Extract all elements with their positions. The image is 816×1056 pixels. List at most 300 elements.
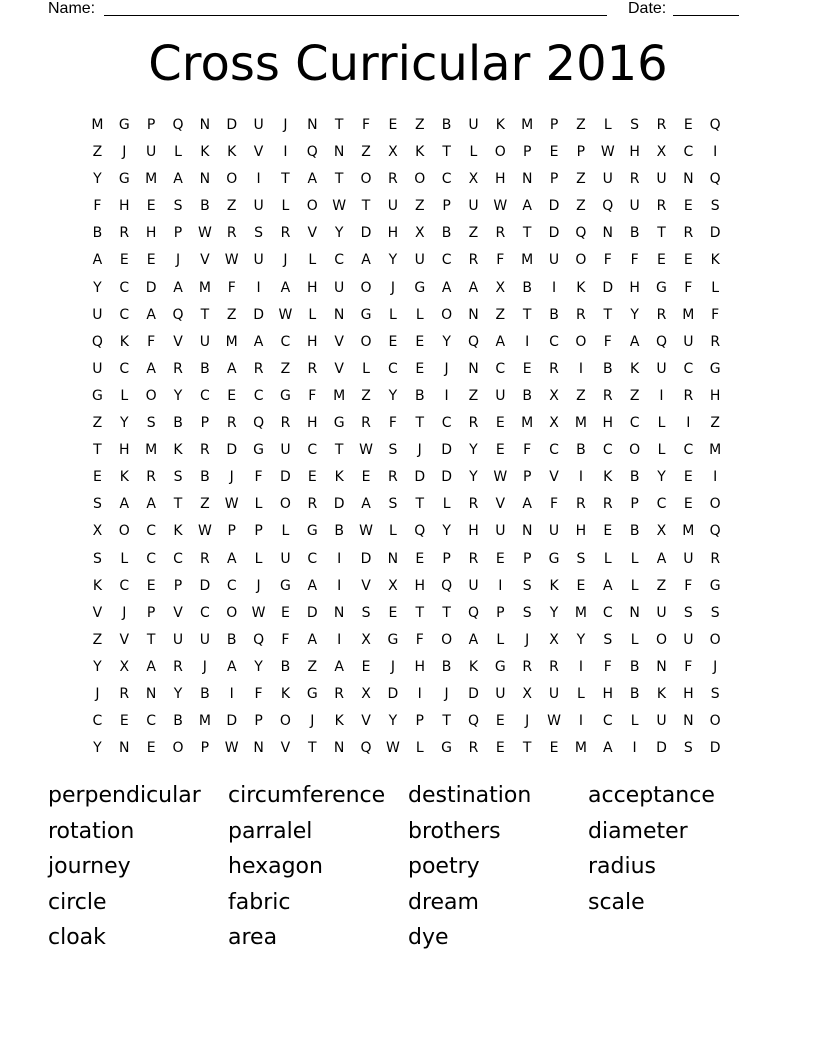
grid-letter[interactable]: Z (280, 360, 291, 377)
grid-letter[interactable]: U (683, 631, 694, 648)
grid-letter[interactable]: R (468, 496, 479, 513)
grid-letter[interactable]: O (629, 442, 641, 459)
grid-letter[interactable]: K (334, 469, 344, 486)
grid-letter[interactable]: P (200, 740, 210, 757)
grid-letter[interactable]: R (710, 333, 721, 350)
grid-letter[interactable]: G (360, 306, 372, 323)
grid-letter[interactable]: F (603, 658, 612, 675)
grid-letter[interactable]: U (495, 685, 506, 702)
grid-letter[interactable]: A (146, 306, 156, 323)
grid-letter[interactable]: B (441, 117, 452, 133)
grid-letter[interactable]: E (495, 550, 505, 567)
grid-letter[interactable]: Y (254, 658, 263, 675)
grid-letter[interactable]: V (307, 225, 318, 242)
grid-letter[interactable]: B (522, 279, 532, 296)
grid-letter[interactable]: A (522, 198, 532, 215)
grid-letter[interactable]: X (361, 685, 371, 702)
grid-letter[interactable]: K (227, 144, 237, 161)
grid-letter[interactable]: S (710, 685, 720, 702)
grid-letter[interactable]: E (683, 469, 693, 486)
grid-letter[interactable]: W (251, 604, 266, 621)
grid-letter[interactable]: W (224, 740, 239, 757)
grid-letter[interactable]: J (417, 442, 422, 459)
grid-letter[interactable]: H (119, 198, 130, 215)
grid-letter[interactable]: A (119, 496, 130, 513)
grid-letter[interactable]: X (414, 225, 425, 242)
grid-letter[interactable]: C (387, 360, 398, 377)
grid-letter[interactable]: H (575, 523, 587, 540)
grid-letter[interactable]: M (145, 442, 158, 459)
grid-letter[interactable]: R (146, 469, 157, 486)
grid-letter[interactable]: K (200, 144, 210, 161)
grid-letter[interactable]: R (576, 306, 586, 323)
grid-letter[interactable]: R (468, 550, 479, 567)
grid-letter[interactable]: E (361, 658, 371, 675)
grid-letter[interactable]: Z (361, 387, 371, 404)
grid-letter[interactable]: A (468, 279, 479, 296)
grid-letter[interactable]: F (496, 252, 505, 269)
grid-letter[interactable]: N (199, 171, 211, 188)
grid-letter[interactable]: H (307, 279, 318, 296)
grid-letter[interactable]: J (390, 658, 395, 675)
grid-letter[interactable]: R (173, 658, 183, 675)
grid-letter[interactable]: I (578, 360, 583, 377)
grid-letter[interactable]: T (93, 442, 102, 459)
grid-letter[interactable]: H (495, 171, 506, 188)
grid-letter[interactable]: O (145, 387, 157, 404)
grid-letter[interactable]: T (522, 740, 532, 757)
grid-letter[interactable]: H (629, 279, 640, 296)
grid-letter[interactable]: J (175, 252, 181, 269)
grid-letter[interactable]: Q (467, 713, 479, 730)
grid-letter[interactable]: E (415, 360, 425, 377)
grid-letter[interactable]: G (118, 117, 130, 133)
grid-letter[interactable]: O (709, 713, 721, 730)
grid-letter[interactable]: P (496, 604, 505, 621)
grid-letter[interactable]: N (521, 171, 533, 188)
grid-letter[interactable]: I (229, 685, 234, 702)
grid-letter[interactable]: O (575, 333, 587, 350)
grid-letter[interactable]: A (602, 740, 613, 757)
grid-letter[interactable]: C (549, 333, 559, 350)
grid-letter[interactable]: T (334, 117, 344, 133)
grid-letter[interactable]: B (200, 685, 210, 702)
grid-letter[interactable]: C (307, 442, 318, 459)
grid-letter[interactable]: O (360, 333, 372, 350)
grid-letter[interactable]: R (307, 496, 318, 513)
grid-letter[interactable]: K (495, 117, 505, 133)
grid-letter[interactable]: U (92, 306, 103, 323)
grid-letter[interactable]: I (686, 415, 691, 432)
grid-letter[interactable]: X (549, 631, 559, 648)
grid-letter[interactable]: L (630, 550, 639, 567)
grid-letter[interactable]: P (522, 550, 532, 567)
grid-letter[interactable]: F (227, 279, 236, 296)
grid-letter[interactable]: N (468, 306, 479, 323)
grid-letter[interactable]: X (388, 577, 398, 594)
grid-letter[interactable]: E (522, 360, 532, 377)
grid-letter[interactable]: S (146, 415, 156, 432)
grid-letter[interactable]: N (333, 604, 345, 621)
grid-letter[interactable]: E (146, 577, 156, 594)
grid-letter[interactable]: U (280, 550, 291, 567)
grid-letter[interactable]: T (361, 198, 371, 215)
grid-letter[interactable]: I (283, 144, 288, 161)
grid-letter[interactable]: Q (306, 144, 318, 161)
grid-letter[interactable]: O (709, 496, 721, 513)
grid-letter[interactable]: A (146, 360, 156, 377)
grid-letter[interactable]: X (549, 415, 559, 432)
grid-letter[interactable]: V (200, 252, 210, 269)
grid-letter[interactable]: Y (93, 658, 102, 675)
grid-letter[interactable]: M (521, 415, 534, 432)
grid-letter[interactable]: P (442, 198, 451, 215)
grid-letter[interactable]: C (199, 604, 210, 621)
grid-letter[interactable]: D (253, 306, 264, 323)
grid-letter[interactable]: J (122, 144, 127, 161)
grid-letter[interactable]: U (656, 604, 667, 621)
grid-letter[interactable]: D (387, 685, 399, 702)
grid-letter[interactable]: D (226, 442, 238, 459)
grid-letter[interactable]: B (441, 225, 452, 242)
grid-letter[interactable]: G (253, 442, 265, 459)
grid-letter[interactable]: V (280, 740, 291, 757)
grid-letter[interactable]: O (494, 144, 506, 161)
grid-letter[interactable]: B (576, 442, 586, 459)
grid-letter[interactable]: W (197, 523, 212, 540)
grid-letter[interactable]: S (92, 550, 102, 567)
grid-letter[interactable]: M (521, 252, 534, 269)
grid-letter[interactable]: C (173, 550, 183, 567)
grid-letter[interactable]: A (361, 252, 371, 269)
grid-letter[interactable]: P (200, 415, 210, 432)
grid-letter[interactable]: I (713, 469, 718, 486)
grid-letter[interactable]: U (334, 279, 345, 296)
grid-letter[interactable]: U (656, 360, 667, 377)
grid-letter[interactable]: E (388, 333, 398, 350)
grid-letter[interactable]: E (227, 387, 237, 404)
grid-letter[interactable]: L (362, 360, 370, 377)
grid-letter[interactable]: Z (468, 387, 479, 404)
grid-letter[interactable]: D (441, 442, 452, 459)
grid-letter[interactable]: U (548, 685, 560, 702)
grid-letter[interactable]: Q (172, 117, 184, 133)
grid-letter[interactable]: Z (200, 496, 210, 513)
grid-letter[interactable]: R (683, 387, 694, 404)
grid-letter[interactable]: O (172, 740, 184, 757)
grid-letter[interactable]: X (92, 523, 103, 540)
grid-letter[interactable]: R (468, 252, 479, 269)
grid-letter[interactable]: B (629, 225, 640, 242)
grid-letter[interactable]: A (226, 550, 237, 567)
grid-letter[interactable]: C (119, 577, 130, 594)
grid-letter[interactable]: E (146, 252, 156, 269)
grid-letter[interactable]: I (551, 279, 557, 296)
grid-letter[interactable]: B (629, 658, 640, 675)
name-field-line[interactable] (104, 15, 607, 16)
grid-letter[interactable]: L (254, 496, 263, 513)
grid-letter[interactable]: B (200, 360, 210, 377)
grid-letter[interactable]: H (414, 577, 425, 594)
grid-letter[interactable]: W (385, 740, 400, 757)
grid-letter[interactable]: F (603, 252, 612, 269)
grid-letter[interactable]: D (414, 469, 426, 486)
grid-letter[interactable]: T (657, 225, 666, 242)
grid-letter[interactable]: S (710, 604, 720, 621)
grid-letter[interactable]: P (254, 523, 263, 540)
grid-letter[interactable]: E (415, 550, 425, 567)
grid-letter[interactable]: A (307, 171, 318, 188)
grid-letter[interactable]: T (415, 604, 425, 621)
grid-letter[interactable]: U (468, 117, 479, 133)
grid-letter[interactable]: C (146, 523, 157, 540)
grid-letter[interactable]: T (522, 225, 532, 242)
grid-letter[interactable]: E (361, 469, 371, 486)
grid-letter[interactable]: R (119, 225, 130, 242)
grid-letter[interactable]: U (629, 198, 640, 215)
grid-letter[interactable]: J (283, 252, 288, 269)
grid-letter[interactable]: D (333, 496, 345, 513)
grid-letter[interactable]: U (172, 631, 184, 648)
grid-letter[interactable]: B (92, 225, 103, 242)
grid-letter[interactable]: U (683, 333, 694, 350)
grid-letter[interactable]: C (441, 171, 452, 188)
grid-letter[interactable]: L (630, 577, 639, 594)
grid-letter[interactable]: U (656, 713, 667, 730)
grid-letter[interactable]: H (387, 225, 399, 242)
grid-letter[interactable]: R (280, 225, 291, 242)
grid-letter[interactable]: C (441, 415, 452, 432)
grid-letter[interactable]: F (361, 117, 371, 133)
grid-letter[interactable]: E (146, 198, 156, 215)
date-field-line[interactable] (673, 15, 739, 16)
grid-letter[interactable]: B (226, 631, 237, 648)
grid-letter[interactable]: B (522, 387, 532, 404)
grid-letter[interactable]: E (388, 604, 398, 621)
grid-letter[interactable]: I (578, 658, 583, 675)
grid-letter[interactable]: W (493, 198, 508, 215)
grid-letter[interactable]: K (576, 279, 586, 296)
grid-letter[interactable]: G (306, 685, 318, 702)
grid-letter[interactable]: L (388, 306, 397, 323)
grid-letter[interactable]: N (199, 117, 211, 133)
grid-letter[interactable]: A (441, 279, 452, 296)
grid-letter[interactable]: G (92, 387, 103, 404)
grid-letter[interactable]: E (119, 713, 129, 730)
grid-letter[interactable]: S (710, 198, 720, 215)
grid-letter[interactable]: E (683, 198, 693, 215)
grid-letter[interactable]: R (361, 415, 371, 432)
grid-letter[interactable]: Y (120, 415, 129, 432)
grid-letter[interactable]: X (549, 387, 559, 404)
grid-letter[interactable]: S (361, 604, 371, 621)
grid-letter[interactable]: C (119, 279, 130, 296)
grid-letter[interactable]: D (548, 225, 560, 242)
grid-letter[interactable]: Q (709, 171, 721, 188)
grid-letter[interactable]: Q (441, 577, 453, 594)
grid-letter[interactable]: P (442, 550, 451, 567)
grid-letter[interactable]: R (656, 306, 667, 323)
grid-letter[interactable]: K (468, 658, 479, 675)
grid-letter[interactable]: R (119, 685, 130, 702)
grid-letter[interactable]: R (307, 360, 318, 377)
grid-letter[interactable]: U (468, 577, 479, 594)
grid-letter[interactable]: E (93, 469, 102, 486)
grid-letter[interactable]: S (254, 225, 264, 242)
grid-letter[interactable]: D (709, 225, 721, 242)
grid-letter[interactable]: C (602, 442, 613, 459)
grid-letter[interactable]: X (468, 171, 479, 188)
grid-letter[interactable]: S (388, 496, 398, 513)
grid-letter[interactable]: B (629, 523, 640, 540)
grid-letter[interactable]: U (199, 631, 210, 648)
grid-letter[interactable]: R (226, 225, 237, 242)
grid-letter[interactable]: R (173, 360, 183, 377)
grid-letter[interactable]: O (279, 496, 291, 513)
grid-letter[interactable]: R (334, 685, 345, 702)
grid-letter[interactable]: L (308, 252, 317, 269)
grid-letter[interactable]: N (656, 658, 667, 675)
grid-letter[interactable]: Q (414, 523, 426, 540)
grid-letter[interactable]: N (145, 685, 157, 702)
grid-letter[interactable]: S (522, 604, 532, 621)
grid-letter[interactable]: M (225, 333, 238, 350)
grid-letter[interactable]: T (442, 144, 451, 161)
grid-letter[interactable]: V (361, 713, 371, 730)
grid-letter[interactable]: J (229, 469, 234, 486)
grid-letter[interactable]: Z (414, 198, 425, 215)
grid-letter[interactable]: E (683, 117, 693, 133)
grid-letter[interactable]: J (525, 713, 530, 730)
grid-letter[interactable]: G (387, 631, 399, 648)
grid-letter[interactable]: G (280, 387, 291, 404)
grid-letter[interactable]: I (498, 577, 503, 594)
grid-letter[interactable]: M (682, 523, 695, 540)
grid-letter[interactable]: S (173, 469, 183, 486)
grid-letter[interactable]: C (441, 252, 452, 269)
grid-letter[interactable]: X (656, 144, 667, 161)
grid-letter[interactable]: S (92, 496, 102, 513)
grid-letter[interactable]: I (256, 171, 261, 188)
grid-letter[interactable]: Z (656, 577, 667, 594)
grid-letter[interactable]: B (173, 415, 183, 432)
grid-letter[interactable]: P (576, 144, 586, 161)
grid-letter[interactable]: G (709, 360, 721, 377)
grid-letter[interactable]: B (414, 387, 425, 404)
grid-letter[interactable]: D (199, 577, 211, 594)
grid-letter[interactable]: U (387, 198, 398, 215)
grid-letter[interactable]: D (145, 279, 157, 296)
grid-letter[interactable]: I (337, 577, 342, 594)
grid-letter[interactable]: D (602, 279, 614, 296)
grid-letter[interactable]: C (92, 713, 103, 730)
grid-letter[interactable]: X (495, 279, 506, 296)
grid-letter[interactable]: G (280, 577, 291, 594)
grid-letter[interactable]: P (549, 171, 559, 188)
grid-letter[interactable]: P (173, 577, 183, 594)
grid-letter[interactable]: H (683, 685, 694, 702)
grid-letter[interactable]: X (119, 658, 130, 675)
grid-letter[interactable]: Y (442, 523, 451, 540)
grid-letter[interactable]: G (709, 577, 721, 594)
grid-letter[interactable]: L (630, 713, 639, 730)
grid-letter[interactable]: H (307, 333, 318, 350)
grid-letter[interactable]: O (441, 306, 453, 323)
grid-letter[interactable]: C (602, 713, 613, 730)
grid-letter[interactable]: R (200, 442, 210, 459)
grid-letter[interactable]: J (310, 713, 315, 730)
grid-letter[interactable]: I (659, 387, 664, 404)
grid-letter[interactable]: B (549, 306, 559, 323)
grid-letter[interactable]: R (200, 550, 210, 567)
grid-letter[interactable]: J (202, 658, 207, 675)
grid-letter[interactable]: E (603, 523, 613, 540)
grid-letter[interactable]: Y (549, 604, 559, 621)
grid-letter[interactable]: F (388, 415, 397, 432)
grid-letter[interactable]: L (120, 387, 129, 404)
grid-letter[interactable]: V (253, 144, 264, 161)
grid-letter[interactable]: A (307, 631, 318, 648)
grid-letter[interactable]: Z (92, 631, 103, 648)
grid-letter[interactable]: Z (576, 117, 586, 133)
grid-letter[interactable]: C (334, 252, 345, 269)
grid-letter[interactable]: C (253, 387, 264, 404)
grid-letter[interactable]: R (656, 198, 667, 215)
grid-letter[interactable]: A (495, 333, 506, 350)
grid-letter[interactable]: E (683, 496, 693, 513)
grid-letter[interactable]: J (444, 360, 449, 377)
grid-letter[interactable]: Q (172, 306, 184, 323)
grid-letter[interactable]: Y (630, 306, 639, 323)
grid-letter[interactable]: U (414, 252, 425, 269)
grid-letter[interactable]: Z (92, 415, 103, 432)
grid-letter[interactable]: S (576, 550, 586, 567)
grid-letter[interactable]: O (360, 279, 372, 296)
grid-letter[interactable]: X (522, 685, 532, 702)
grid-letter[interactable]: T (146, 631, 156, 648)
grid-letter[interactable]: F (523, 442, 532, 459)
grid-letter[interactable]: Y (93, 279, 102, 296)
grid-letter[interactable]: I (417, 685, 422, 702)
grid-letter[interactable]: H (602, 685, 614, 702)
grid-letter[interactable]: Q (709, 523, 721, 540)
grid-letter[interactable]: K (656, 685, 667, 702)
grid-letter[interactable]: L (603, 117, 612, 133)
grid-letter[interactable]: Y (173, 685, 183, 702)
grid-letter[interactable]: E (495, 713, 505, 730)
grid-letter[interactable]: R (522, 658, 533, 675)
grid-letter[interactable]: Y (388, 252, 398, 269)
grid-letter[interactable]: P (146, 604, 156, 621)
grid-letter[interactable]: V (173, 604, 183, 621)
grid-letter[interactable]: K (119, 469, 129, 486)
grid-letter[interactable]: T (522, 306, 532, 323)
grid-letter[interactable]: A (226, 658, 237, 675)
grid-letter[interactable]: V (495, 496, 506, 513)
grid-letter[interactable]: K (549, 577, 559, 594)
grid-letter[interactable]: O (226, 604, 238, 621)
grid-letter[interactable]: D (468, 685, 479, 702)
grid-letter[interactable]: U (253, 117, 264, 133)
grid-letter[interactable]: L (415, 740, 424, 757)
grid-letter[interactable]: T (603, 306, 613, 323)
grid-letter[interactable]: B (200, 469, 210, 486)
grid-letter[interactable]: Q (602, 198, 614, 215)
grid-letter[interactable]: N (253, 740, 264, 757)
grid-letter[interactable]: J (283, 117, 288, 133)
grid-letter[interactable]: A (146, 658, 156, 675)
grid-letter[interactable]: F (550, 496, 559, 513)
